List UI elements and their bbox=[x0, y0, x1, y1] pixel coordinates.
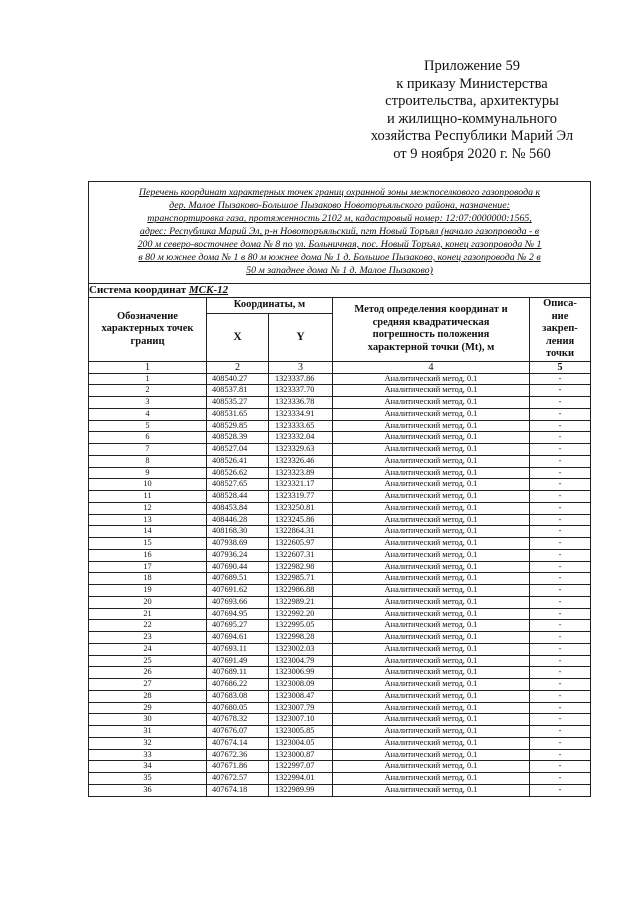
point-number-cell: 30 bbox=[89, 714, 207, 726]
method-cell: Аналитический метод, 0.1 bbox=[333, 538, 530, 550]
y-coordinate-cell: 1323321.17 bbox=[269, 479, 333, 491]
y-coordinate-cell: 1323008.47 bbox=[269, 690, 333, 702]
x-coordinate-cell: 408446.28 bbox=[207, 514, 269, 526]
table-row bbox=[89, 549, 591, 561]
x-coordinate-cell: 407674.18 bbox=[207, 784, 269, 796]
table-row bbox=[89, 784, 591, 796]
point-number-cell: 8 bbox=[89, 455, 207, 467]
point-number-cell: 35 bbox=[89, 773, 207, 785]
method-cell: Аналитический метод, 0.1 bbox=[333, 726, 530, 738]
point-number-cell: 21 bbox=[89, 608, 207, 620]
point-number-cell: 32 bbox=[89, 737, 207, 749]
method-cell: Аналитический метод, 0.1 bbox=[333, 690, 530, 702]
description-cell: - bbox=[530, 514, 591, 526]
y-coordinate-cell: 1322985.71 bbox=[269, 573, 333, 585]
header-line: строительства, архитектуры bbox=[385, 93, 559, 110]
point-number-cell: 31 bbox=[89, 726, 207, 738]
method-cell: Аналитический метод, 0.1 bbox=[333, 420, 530, 432]
table-caption bbox=[89, 182, 591, 284]
y-coordinate-cell: 1323323.89 bbox=[269, 467, 333, 479]
point-number-cell: 13 bbox=[89, 514, 207, 526]
description-cell: - bbox=[530, 608, 591, 620]
table-row bbox=[89, 667, 591, 679]
point-number-cell: 33 bbox=[89, 749, 207, 761]
point-number-cell: 2 bbox=[89, 385, 207, 397]
method-cell: Аналитический метод, 0.1 bbox=[333, 784, 530, 796]
caption-line: адрес: Республика Марий Эл, р-н Новоторъяльский, пгт Новый Торъял (начало газопровода - в bbox=[139, 226, 540, 238]
y-coordinate-cell: 1322989.21 bbox=[269, 596, 333, 608]
table-row bbox=[89, 608, 591, 620]
method-cell: Аналитический метод, 0.1 bbox=[333, 491, 530, 503]
y-coordinate-cell: 1323245.86 bbox=[269, 514, 333, 526]
table-row bbox=[89, 538, 591, 550]
y-coordinate-cell: 1323250.81 bbox=[269, 502, 333, 514]
description-cell: - bbox=[530, 479, 591, 491]
caption-line: Перечень координат характерных точек границ охранной зоны межпоселкового газопровода к bbox=[138, 187, 541, 199]
description-cell: - bbox=[530, 455, 591, 467]
y-coordinate-cell: 1323334.91 bbox=[269, 408, 333, 420]
table-row bbox=[89, 455, 591, 467]
table-row bbox=[89, 585, 591, 597]
y-coordinate-cell: 1323005.85 bbox=[269, 726, 333, 738]
header-line: хозяйства Республики Марий Эл bbox=[370, 128, 574, 145]
table-row bbox=[89, 479, 591, 491]
x-coordinate-cell: 407672.57 bbox=[207, 773, 269, 785]
point-number-cell: 19 bbox=[89, 585, 207, 597]
coordinates-table bbox=[88, 181, 591, 797]
y-coordinate-cell: 1322992.20 bbox=[269, 608, 333, 620]
point-number-cell: 1 bbox=[89, 373, 207, 385]
description-cell: - bbox=[530, 397, 591, 409]
x-coordinate-cell: 407689.11 bbox=[207, 667, 269, 679]
y-coordinate-cell: 1323337.70 bbox=[269, 385, 333, 397]
header-method: Метод определения координат и средняя квадратическая погрешность положения характерной точки (Mt), м bbox=[333, 298, 530, 362]
point-number-cell: 23 bbox=[89, 632, 207, 644]
x-coordinate-cell: 407936.24 bbox=[207, 549, 269, 561]
column-number: 2 bbox=[207, 361, 269, 373]
caption-line: дер. Малое Пызаково-Большое Пызаково Новоторъяльского района, назначение: bbox=[169, 200, 510, 212]
table-row bbox=[89, 737, 591, 749]
point-number-cell: 26 bbox=[89, 667, 207, 679]
description-cell: - bbox=[530, 408, 591, 420]
y-coordinate-cell: 1322607.31 bbox=[269, 549, 333, 561]
method-cell: Аналитический метод, 0.1 bbox=[333, 714, 530, 726]
y-coordinate-cell: 1323000.87 bbox=[269, 749, 333, 761]
point-number-cell: 20 bbox=[89, 596, 207, 608]
y-coordinate-cell: 1323337.86 bbox=[269, 373, 333, 385]
table-row bbox=[89, 773, 591, 785]
x-coordinate-cell: 408535.27 bbox=[207, 397, 269, 409]
method-cell: Аналитический метод, 0.1 bbox=[333, 385, 530, 397]
table-row bbox=[89, 526, 591, 538]
point-number-cell: 17 bbox=[89, 561, 207, 573]
x-coordinate-cell: 407689.51 bbox=[207, 573, 269, 585]
x-coordinate-cell: 408528.39 bbox=[207, 432, 269, 444]
description-cell: - bbox=[530, 373, 591, 385]
method-cell: Аналитический метод, 0.1 bbox=[333, 596, 530, 608]
method-cell: Аналитический метод, 0.1 bbox=[333, 526, 530, 538]
description-cell: - bbox=[530, 585, 591, 597]
method-cell: Аналитический метод, 0.1 bbox=[333, 585, 530, 597]
description-cell: - bbox=[530, 655, 591, 667]
description-cell: - bbox=[530, 702, 591, 714]
point-number-cell: 15 bbox=[89, 538, 207, 550]
method-cell: Аналитический метод, 0.1 bbox=[333, 373, 530, 385]
x-coordinate-cell: 408526.41 bbox=[207, 455, 269, 467]
coordinate-system-row bbox=[89, 284, 591, 298]
x-coordinate-cell: 407695.27 bbox=[207, 620, 269, 632]
point-number-cell: 9 bbox=[89, 467, 207, 479]
method-cell: Аналитический метод, 0.1 bbox=[333, 667, 530, 679]
y-coordinate-cell: 1323006.99 bbox=[269, 667, 333, 679]
table-row bbox=[89, 420, 591, 432]
y-coordinate-cell: 1323002.03 bbox=[269, 643, 333, 655]
x-coordinate-cell: 408527.04 bbox=[207, 444, 269, 456]
y-coordinate-cell: 1323329.63 bbox=[269, 444, 333, 456]
description-cell: - bbox=[530, 561, 591, 573]
x-coordinate-cell: 408526.62 bbox=[207, 467, 269, 479]
x-coordinate-cell: 407678.32 bbox=[207, 714, 269, 726]
y-coordinate-cell: 1322986.88 bbox=[269, 585, 333, 597]
table-row bbox=[89, 632, 591, 644]
description-cell: - bbox=[530, 467, 591, 479]
method-cell: Аналитический метод, 0.1 bbox=[333, 432, 530, 444]
table-row bbox=[89, 373, 591, 385]
y-coordinate-cell: 1323007.10 bbox=[269, 714, 333, 726]
description-cell: - bbox=[530, 420, 591, 432]
x-coordinate-cell: 407686.22 bbox=[207, 679, 269, 691]
table-row bbox=[89, 714, 591, 726]
description-cell: - bbox=[530, 538, 591, 550]
description-cell: - bbox=[530, 679, 591, 691]
x-coordinate-cell: 407693.11 bbox=[207, 643, 269, 655]
x-coordinate-cell: 408453.84 bbox=[207, 502, 269, 514]
method-cell: Аналитический метод, 0.1 bbox=[333, 620, 530, 632]
y-coordinate-cell: 1322994.01 bbox=[269, 773, 333, 785]
table-row bbox=[89, 726, 591, 738]
column-number: 3 bbox=[269, 361, 333, 373]
point-number-cell: 34 bbox=[89, 761, 207, 773]
point-number-cell: 22 bbox=[89, 620, 207, 632]
y-coordinate-cell: 1323319.77 bbox=[269, 491, 333, 503]
method-cell: Аналитический метод, 0.1 bbox=[333, 655, 530, 667]
table-row bbox=[89, 679, 591, 691]
point-number-cell: 12 bbox=[89, 502, 207, 514]
point-number-cell: 10 bbox=[89, 479, 207, 491]
description-cell: - bbox=[530, 620, 591, 632]
description-cell: - bbox=[530, 690, 591, 702]
y-coordinate-cell: 1323332.04 bbox=[269, 432, 333, 444]
method-cell: Аналитический метод, 0.1 bbox=[333, 773, 530, 785]
y-coordinate-cell: 1323007.79 bbox=[269, 702, 333, 714]
description-cell: - bbox=[530, 385, 591, 397]
x-coordinate-cell: 407671.86 bbox=[207, 761, 269, 773]
x-coordinate-cell: 408168.30 bbox=[207, 526, 269, 538]
point-number-cell: 3 bbox=[89, 397, 207, 409]
y-coordinate-cell: 1323336.78 bbox=[269, 397, 333, 409]
x-coordinate-cell: 408527.65 bbox=[207, 479, 269, 491]
x-coordinate-cell: 408528.44 bbox=[207, 491, 269, 503]
column-number: 4 bbox=[333, 361, 530, 373]
point-number-cell: 28 bbox=[89, 690, 207, 702]
x-coordinate-cell: 407683.08 bbox=[207, 690, 269, 702]
header-point-designation: Обозначение характерных точек границ bbox=[89, 298, 207, 362]
description-cell: - bbox=[530, 491, 591, 503]
description-cell: - bbox=[530, 632, 591, 644]
caption-line: транспортировка газа, протяженность 2102 м, кадастровый номер: 12:07:0000000:1565, bbox=[147, 213, 532, 225]
method-cell: Аналитический метод, 0.1 bbox=[333, 702, 530, 714]
x-coordinate-cell: 407691.49 bbox=[207, 655, 269, 667]
description-cell: - bbox=[530, 573, 591, 585]
point-number-cell: 24 bbox=[89, 643, 207, 655]
method-cell: Аналитический метод, 0.1 bbox=[333, 502, 530, 514]
table-row bbox=[89, 397, 591, 409]
header-y: Y bbox=[269, 314, 333, 361]
x-coordinate-cell: 407938.69 bbox=[207, 538, 269, 550]
x-coordinate-cell: 408540.27 bbox=[207, 373, 269, 385]
header-line: к приказу Министерства bbox=[396, 75, 548, 92]
method-cell: Аналитический метод, 0.1 bbox=[333, 514, 530, 526]
table-row bbox=[89, 491, 591, 503]
column-number: 1 bbox=[89, 361, 207, 373]
y-coordinate-cell: 1322997.07 bbox=[269, 761, 333, 773]
table-row bbox=[89, 385, 591, 397]
coordinate-system-label: Система координат bbox=[89, 284, 187, 296]
description-cell: - bbox=[530, 784, 591, 796]
table-row bbox=[89, 655, 591, 667]
caption-line: в 80 м южнее дома № 1 в 80 м южнее дома № 1 д. Большое Пызаково, конец газопровода № 2 в bbox=[138, 251, 541, 263]
x-coordinate-cell: 407693.66 bbox=[207, 596, 269, 608]
y-coordinate-cell: 1323008.09 bbox=[269, 679, 333, 691]
description-cell: - bbox=[530, 643, 591, 655]
method-cell: Аналитический метод, 0.1 bbox=[333, 749, 530, 761]
x-coordinate-cell: 408531.65 bbox=[207, 408, 269, 420]
y-coordinate-cell: 1323333.65 bbox=[269, 420, 333, 432]
table-row bbox=[89, 573, 591, 585]
header-line: Приложение 59 bbox=[424, 58, 520, 74]
method-cell: Аналитический метод, 0.1 bbox=[333, 737, 530, 749]
method-cell: Аналитический метод, 0.1 bbox=[333, 467, 530, 479]
point-number-cell: 7 bbox=[89, 444, 207, 456]
point-number-cell: 16 bbox=[89, 549, 207, 561]
column-number: 5 bbox=[530, 361, 591, 373]
y-coordinate-cell: 1323004.05 bbox=[269, 737, 333, 749]
y-coordinate-cell: 1322989.99 bbox=[269, 784, 333, 796]
y-coordinate-cell: 1322995.05 bbox=[269, 620, 333, 632]
header-description: Описа- ние закреп- ления точки bbox=[530, 298, 591, 362]
table-row bbox=[89, 467, 591, 479]
description-cell: - bbox=[530, 526, 591, 538]
table-row bbox=[89, 502, 591, 514]
x-coordinate-cell: 408529.85 bbox=[207, 420, 269, 432]
description-cell: - bbox=[530, 773, 591, 785]
table-row bbox=[89, 643, 591, 655]
method-cell: Аналитический метод, 0.1 bbox=[333, 397, 530, 409]
y-coordinate-cell: 1323004.79 bbox=[269, 655, 333, 667]
x-coordinate-cell: 407674.14 bbox=[207, 737, 269, 749]
x-coordinate-cell: 407680.05 bbox=[207, 702, 269, 714]
point-number-cell: 27 bbox=[89, 679, 207, 691]
x-coordinate-cell: 408537.81 bbox=[207, 385, 269, 397]
table-row bbox=[89, 690, 591, 702]
x-coordinate-cell: 407676.07 bbox=[207, 726, 269, 738]
method-cell: Аналитический метод, 0.1 bbox=[333, 761, 530, 773]
description-cell: - bbox=[530, 596, 591, 608]
method-cell: Аналитический метод, 0.1 bbox=[333, 679, 530, 691]
table-row bbox=[89, 444, 591, 456]
x-coordinate-cell: 407672.36 bbox=[207, 749, 269, 761]
header-line: от 9 ноября 2020 г. № 560 bbox=[393, 145, 551, 162]
caption-line: 200 м северо-восточнее дома № 8 по ул. Больничная, пос. Новый Торъял, конец газопровода № 1 bbox=[137, 238, 542, 250]
method-cell: Аналитический метод, 0.1 bbox=[333, 479, 530, 491]
method-cell: Аналитический метод, 0.1 bbox=[333, 408, 530, 420]
x-coordinate-cell: 407691.62 bbox=[207, 585, 269, 597]
method-cell: Аналитический метод, 0.1 bbox=[333, 455, 530, 467]
method-cell: Аналитический метод, 0.1 bbox=[333, 444, 530, 456]
point-number-cell: 18 bbox=[89, 573, 207, 585]
description-cell: - bbox=[530, 444, 591, 456]
method-cell: Аналитический метод, 0.1 bbox=[333, 573, 530, 585]
appendix-header bbox=[357, 58, 587, 164]
method-cell: Аналитический метод, 0.1 bbox=[333, 561, 530, 573]
y-coordinate-cell: 1322864.31 bbox=[269, 526, 333, 538]
description-cell: - bbox=[530, 761, 591, 773]
point-number-cell: 29 bbox=[89, 702, 207, 714]
point-number-cell: 36 bbox=[89, 784, 207, 796]
header-x: X bbox=[207, 314, 269, 361]
x-coordinate-cell: 407690.44 bbox=[207, 561, 269, 573]
coordinate-system-name: МСК-12 bbox=[188, 284, 229, 296]
table-row bbox=[89, 749, 591, 761]
description-cell: - bbox=[530, 749, 591, 761]
point-number-cell: 25 bbox=[89, 655, 207, 667]
description-cell: - bbox=[530, 432, 591, 444]
table-row bbox=[89, 514, 591, 526]
table-row bbox=[89, 408, 591, 420]
x-coordinate-cell: 407694.95 bbox=[207, 608, 269, 620]
point-number-cell: 5 bbox=[89, 420, 207, 432]
point-number-cell: 14 bbox=[89, 526, 207, 538]
caption-line: 50 м западнее дома № 1 д. Малое Пызаково) bbox=[246, 264, 433, 276]
y-coordinate-cell: 1322982.98 bbox=[269, 561, 333, 573]
method-cell: Аналитический метод, 0.1 bbox=[333, 549, 530, 561]
table-row bbox=[89, 620, 591, 632]
column-number-row bbox=[89, 361, 591, 373]
method-cell: Аналитический метод, 0.1 bbox=[333, 632, 530, 644]
header-coordinates: Координаты, м bbox=[207, 298, 333, 314]
description-cell: - bbox=[530, 714, 591, 726]
x-coordinate-cell: 407694.61 bbox=[207, 632, 269, 644]
method-cell: Аналитический метод, 0.1 bbox=[333, 608, 530, 620]
y-coordinate-cell: 1323326.46 bbox=[269, 455, 333, 467]
description-cell: - bbox=[530, 737, 591, 749]
point-number-cell: 4 bbox=[89, 408, 207, 420]
point-number-cell: 11 bbox=[89, 491, 207, 503]
description-cell: - bbox=[530, 549, 591, 561]
y-coordinate-cell: 1322605.97 bbox=[269, 538, 333, 550]
table-row bbox=[89, 596, 591, 608]
table-row bbox=[89, 702, 591, 714]
description-cell: - bbox=[530, 726, 591, 738]
table-row bbox=[89, 432, 591, 444]
y-coordinate-cell: 1322998.28 bbox=[269, 632, 333, 644]
method-cell: Аналитический метод, 0.1 bbox=[333, 643, 530, 655]
table-row bbox=[89, 561, 591, 573]
description-cell: - bbox=[530, 667, 591, 679]
description-cell: - bbox=[530, 502, 591, 514]
table-row bbox=[89, 761, 591, 773]
point-number-cell: 6 bbox=[89, 432, 207, 444]
header-line: и жилищно-коммунального bbox=[386, 110, 558, 127]
